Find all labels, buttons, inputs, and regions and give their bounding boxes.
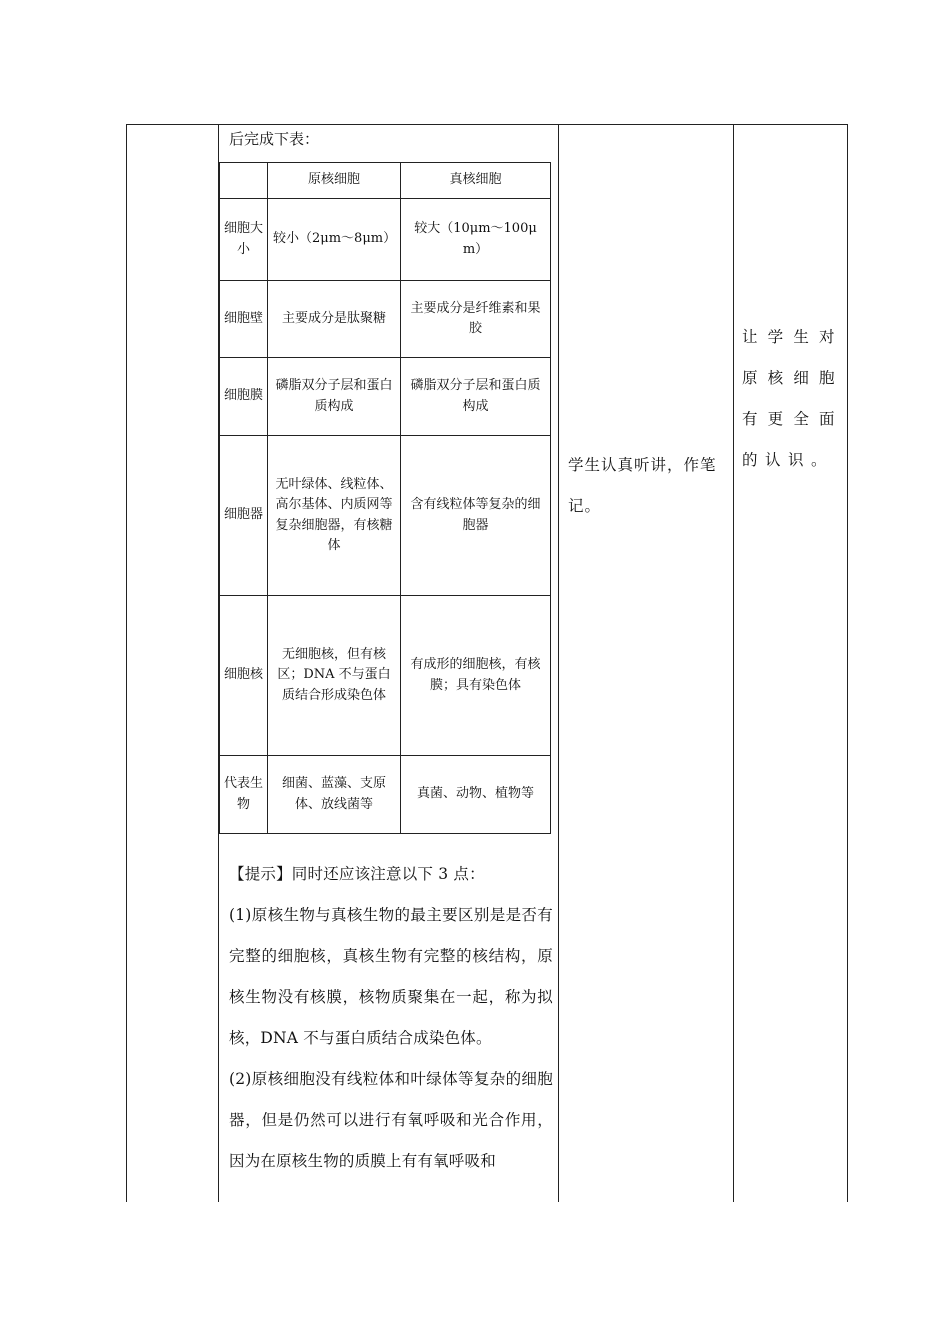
- column-divider: [733, 125, 734, 1202]
- table-row: [220, 358, 551, 436]
- eukaryote-cell: 有成形的细胞核，有核膜；具有染色体: [401, 596, 551, 756]
- tips-point-2: (2)原核细胞没有线粒体和叶绿体等复杂的细胞器，但是仍然可以进行有氧呼吸和光合作用，因为在原核生物的质膜上有有氧呼吸和: [229, 1070, 553, 1170]
- row-label: 细胞器: [220, 436, 268, 596]
- prokaryote-cell: 主要成分是肽聚糖: [268, 281, 401, 358]
- row-label: 细胞膜: [220, 358, 268, 436]
- tips-point-1: (1)原核生物与真核生物的最主要区别是是否有完整的细胞核，真核生物有完整的核结构，原核生物没有核膜，核物质聚集在一起，称为拟核，DNA 不与蛋白质结合成染色体。: [229, 906, 553, 1047]
- table-row: [220, 199, 551, 281]
- prokaryote-cell: 无细胞核，但有核区；DNA 不与蛋白质结合形成染色体: [268, 596, 401, 756]
- header-cell: 原核细胞: [268, 163, 401, 199]
- prokaryote-cell: 较小（2μm～8μm）: [268, 199, 401, 281]
- row-label: 代表生物: [220, 756, 268, 834]
- row-label: 细胞核: [220, 596, 268, 756]
- eukaryote-cell: 较大（10μm～100μm）: [401, 199, 551, 281]
- table-row: [220, 596, 551, 756]
- eukaryote-cell: 主要成分是纤维素和果胶: [401, 281, 551, 358]
- design-intent-cell: 让学生对原核细胞有更全面的认识。: [742, 328, 842, 469]
- student-activity-cell: 学生认真听讲，作笔记。: [568, 456, 717, 515]
- eukaryote-cell: 含有线粒体等复杂的细胞器: [401, 436, 551, 596]
- tips-section: [229, 854, 553, 1182]
- prokaryote-cell: 磷脂双分子层和蛋白质构成: [268, 358, 401, 436]
- table-row: [220, 281, 551, 358]
- row-label: 细胞大小: [220, 199, 268, 281]
- eukaryote-cell: 真菌、动物、植物等: [401, 756, 551, 834]
- row-label: 细胞壁: [220, 281, 268, 358]
- prokaryote-cell: 无叶绿体、线粒体、高尔基体、内质网等复杂细胞器，有核糖体: [268, 436, 401, 596]
- eukaryote-cell: 磷脂双分子层和蛋白质构成: [401, 358, 551, 436]
- intro-text: 后完成下表：: [229, 130, 320, 148]
- header-cell: [220, 163, 268, 199]
- header-cell: 真核细胞: [401, 163, 551, 199]
- table-row: [220, 756, 551, 834]
- table-row: [220, 436, 551, 596]
- prokaryote-cell: 细菌、蓝藻、支原体、放线菌等: [268, 756, 401, 834]
- column-divider: [558, 125, 559, 1202]
- tips-heading: 【提示】同时还应该注意以下 3 点：: [229, 865, 485, 883]
- table-header-row: [220, 163, 551, 199]
- lesson-table: [126, 124, 848, 1202]
- comparison-table: [219, 162, 551, 834]
